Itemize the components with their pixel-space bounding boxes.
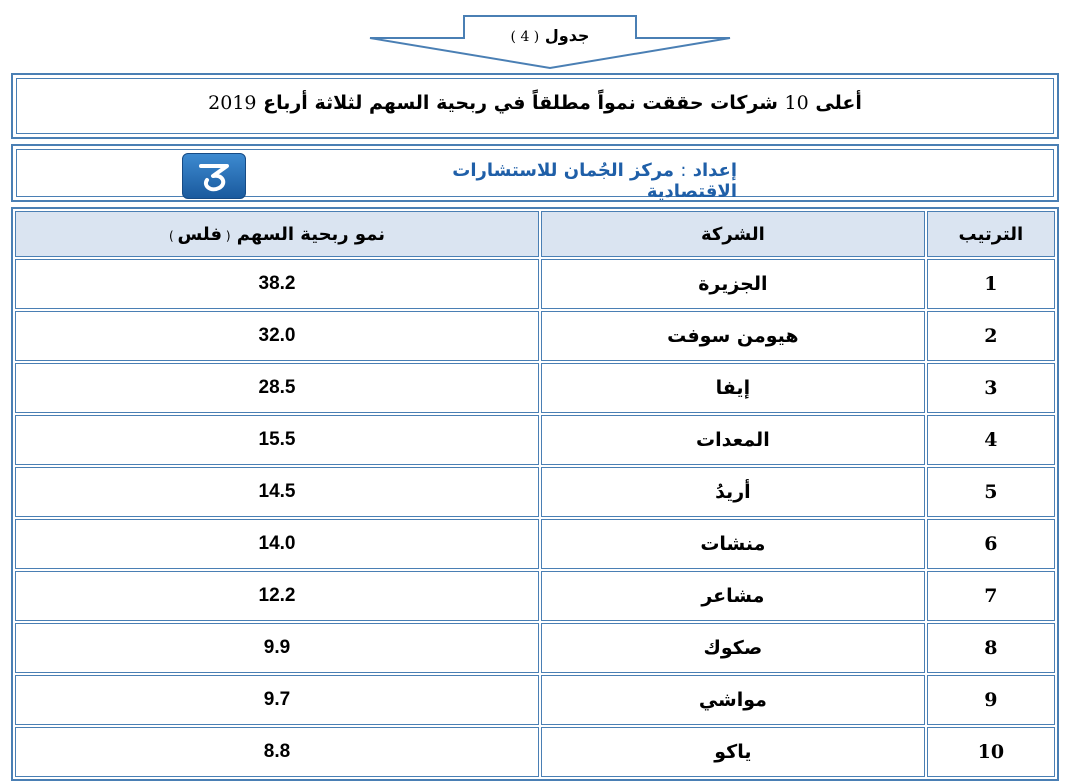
table-row — [15, 467, 1055, 517]
title-year: 2019 — [208, 92, 257, 114]
growth-cell: 28.5 — [15, 363, 539, 413]
company-cell: المعدات — [541, 415, 925, 465]
rank-cell: 10 — [927, 727, 1055, 777]
table-row — [15, 623, 1055, 673]
company-cell: الجزيرة — [541, 259, 925, 309]
ranking-table — [11, 207, 1059, 781]
growth-cell: 9.9 — [15, 623, 539, 673]
company-cell: منشات — [541, 519, 925, 569]
growth-cell: 12.2 — [15, 571, 539, 621]
table-row — [15, 363, 1055, 413]
table-label-word: جدول — [544, 26, 590, 45]
company-cell: هيومن سوفت — [541, 311, 925, 361]
credit-line — [365, 160, 737, 202]
growth-cell: 14.5 — [15, 467, 539, 517]
rank-cell: 9 — [927, 675, 1055, 725]
title-box — [11, 73, 1059, 139]
company-cell: صكوك — [541, 623, 925, 673]
title-count: 10 — [784, 92, 809, 114]
growth-cell: 9.7 — [15, 675, 539, 725]
table-header-row — [15, 211, 1055, 257]
rank-cell: 4 — [927, 415, 1055, 465]
table-row — [15, 519, 1055, 569]
growth-cell: 8.8 — [15, 727, 539, 777]
table-row — [15, 571, 1055, 621]
growth-cell: 32.0 — [15, 311, 539, 361]
credit-source: مركز الجُمان للاستشارات الاقتصادية — [452, 160, 737, 202]
table-row — [15, 311, 1055, 361]
rank-cell: 1 — [927, 259, 1055, 309]
growth-cell: 14.0 — [15, 519, 539, 569]
table-number-label: جدول ( 4 ) — [510, 26, 590, 45]
table-row — [15, 727, 1055, 777]
growth-cell: 15.5 — [15, 415, 539, 465]
table-number-arrow — [368, 14, 732, 70]
jumaan-logo-icon — [182, 153, 246, 199]
table-label-number: 4 — [520, 29, 530, 45]
rank-cell: 3 — [927, 363, 1055, 413]
header-growth: نمو ربحية السهم ( فلس ) — [15, 211, 539, 257]
rank-cell: 5 — [927, 467, 1055, 517]
rank-cell: 8 — [927, 623, 1055, 673]
table-row — [15, 415, 1055, 465]
title-before: أعلى — [815, 92, 862, 114]
company-cell: مشاعر — [541, 571, 925, 621]
credit-separator: : — [680, 160, 687, 181]
table-row — [15, 675, 1055, 725]
credit-label: إعداد — [692, 160, 737, 181]
company-cell: ياكو — [541, 727, 925, 777]
growth-cell: 38.2 — [15, 259, 539, 309]
title-after: شركات حققت نمواً مطلقاً في ربحية السهم لثلاثة أرباع — [263, 92, 778, 114]
page-title — [13, 92, 1057, 114]
header-company: الشركة — [541, 211, 925, 257]
rank-cell: 7 — [927, 571, 1055, 621]
company-cell: أريدُ — [541, 467, 925, 517]
header-growth-unit: فلس — [177, 223, 223, 245]
company-cell: مواشي — [541, 675, 925, 725]
header-rank: الترتيب — [927, 211, 1055, 257]
rank-cell: 2 — [927, 311, 1055, 361]
rank-cell: 6 — [927, 519, 1055, 569]
company-cell: إيفا — [541, 363, 925, 413]
table-row — [15, 259, 1055, 309]
credit-box — [11, 144, 1059, 202]
